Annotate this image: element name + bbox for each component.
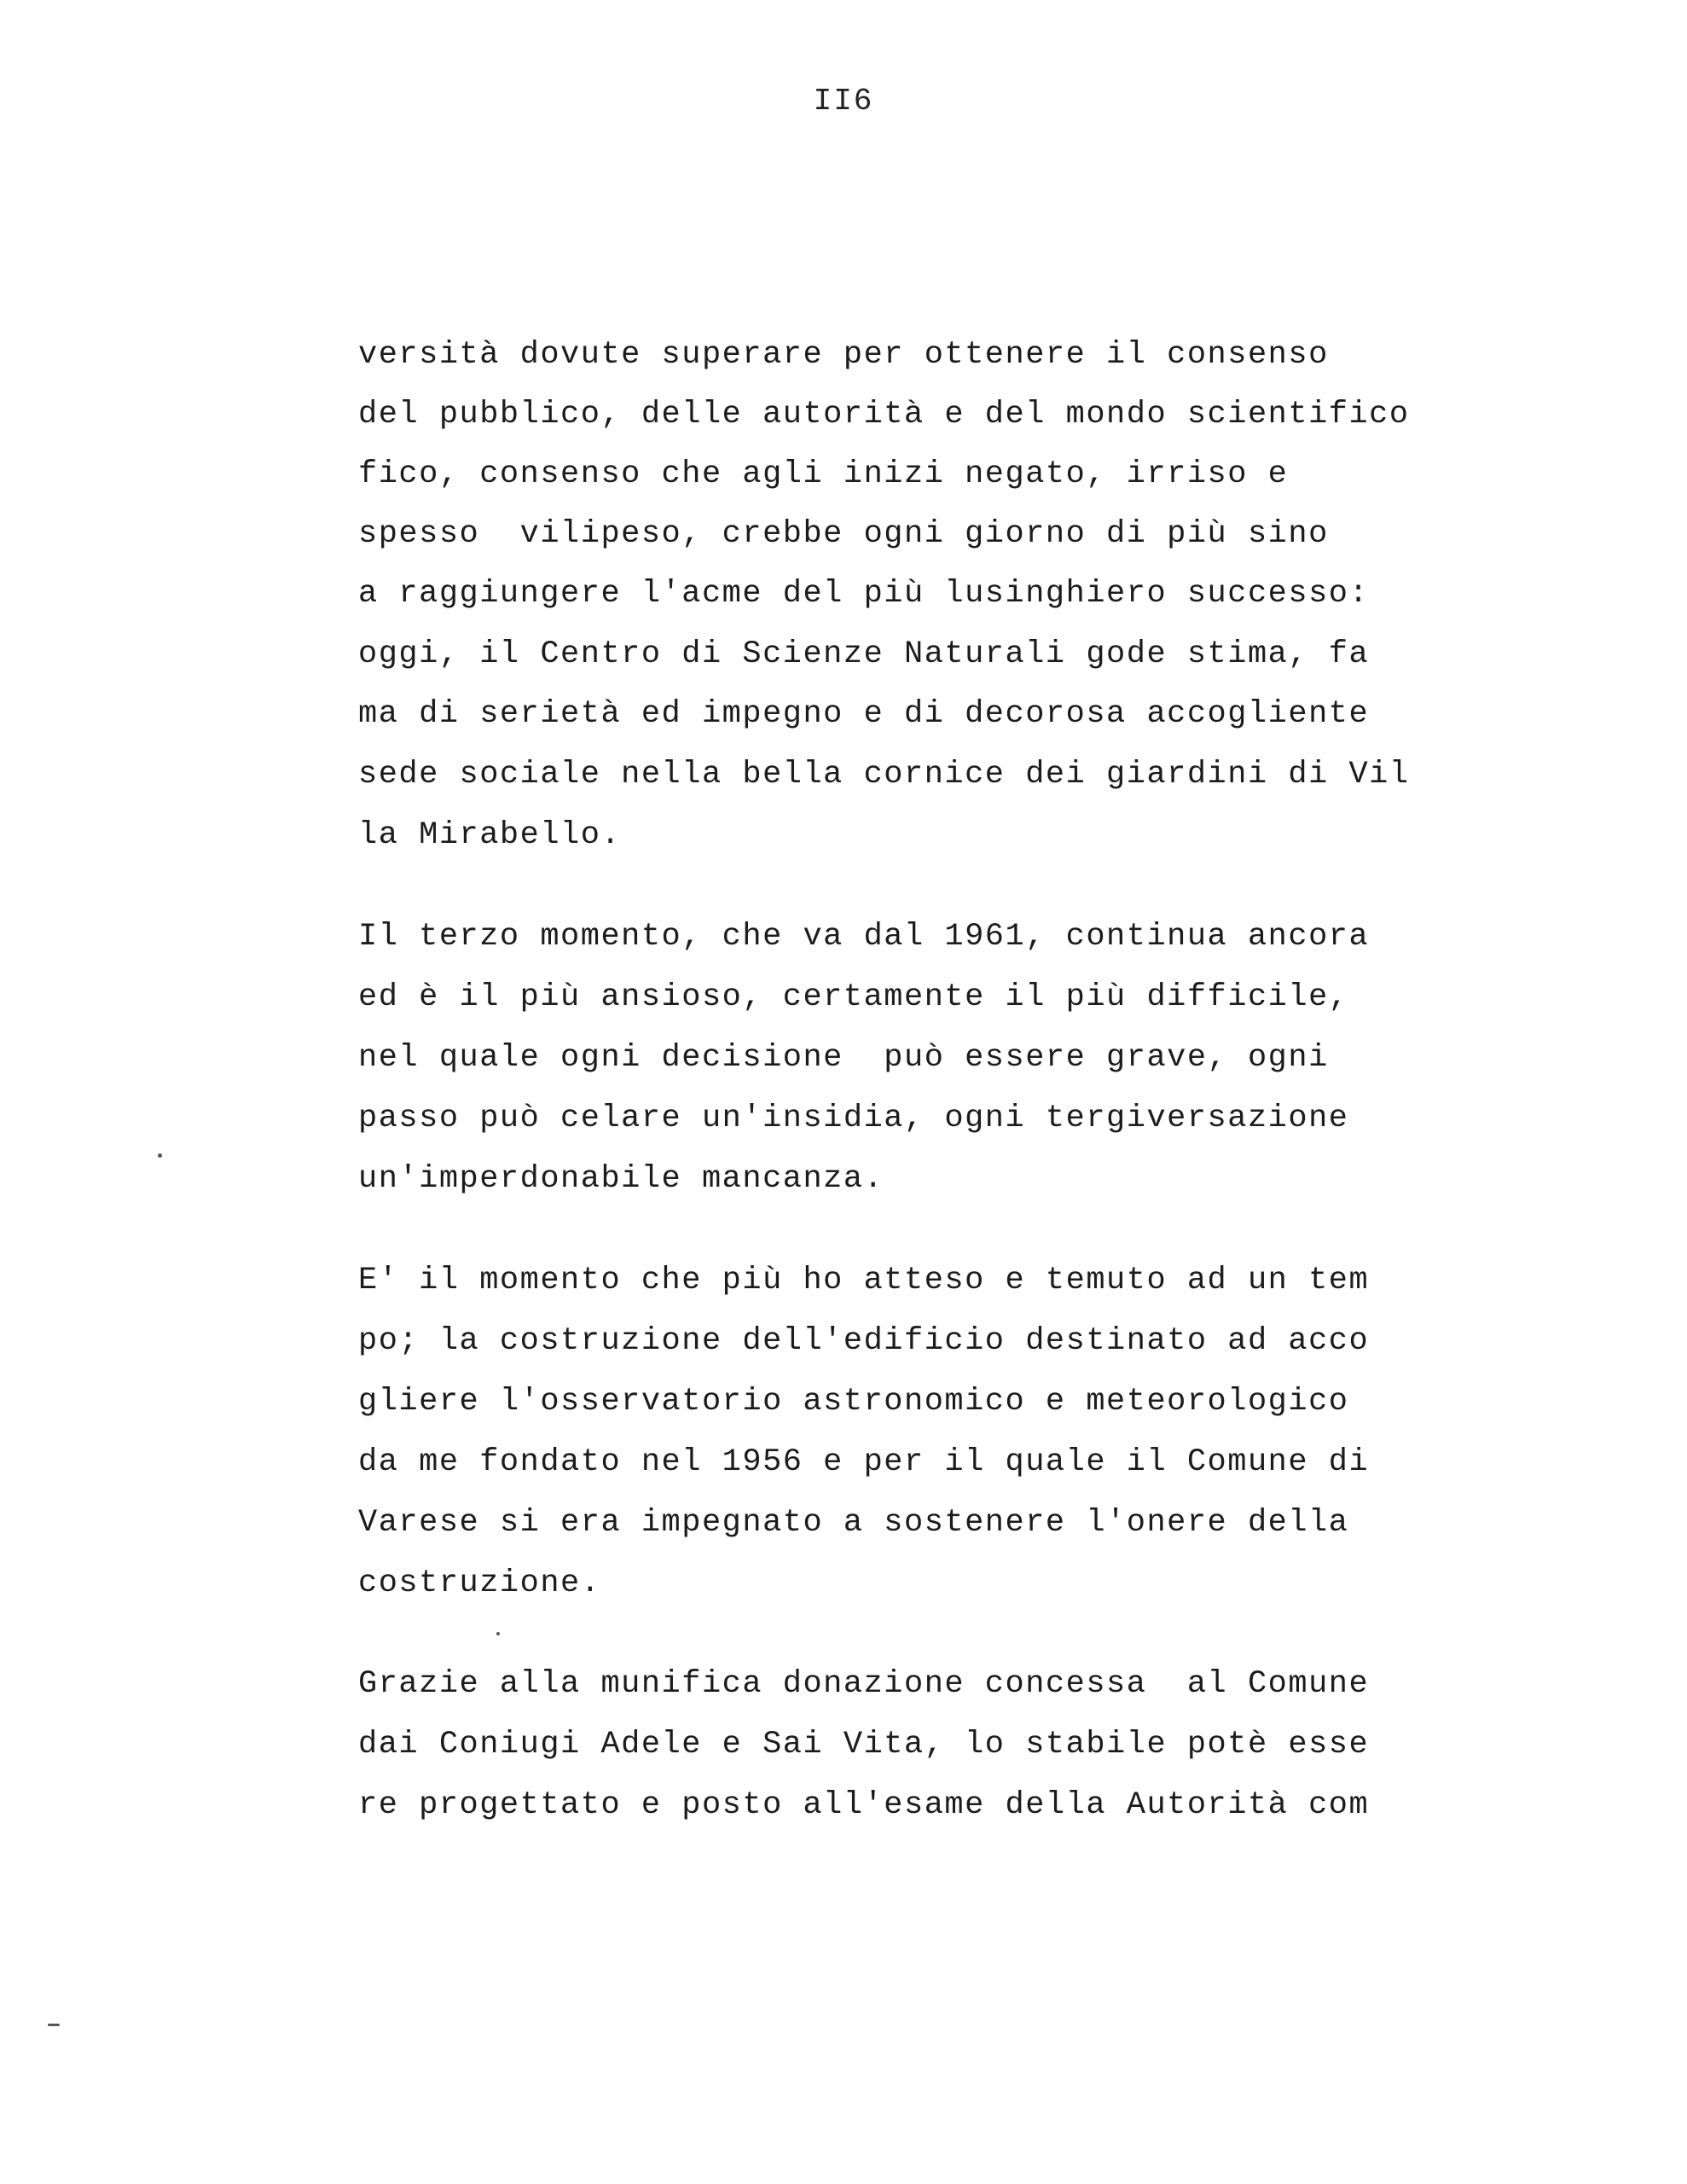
text-line: Il terzo momento, che va dal 1961, continua ancora: [358, 919, 1370, 955]
text-line: E' il momento che più ho atteso e temuto ad un tem: [358, 1263, 1370, 1298]
text-line: oggi, il Centro di Scienze Naturali gode stima, fa: [358, 636, 1370, 672]
page-number: II6: [813, 84, 874, 119]
scan-speck: [48, 2024, 60, 2026]
text-line: costruzione.: [358, 1565, 601, 1601]
text-line: del pubblico, delle autorità e del mondo scientifico: [358, 397, 1410, 433]
text-line: sede sociale nella bella cornice dei giardini di Vil: [358, 757, 1410, 793]
text-line: nel quale ogni decisione può essere grave, ogni: [358, 1040, 1329, 1076]
scan-speck: [158, 1153, 162, 1158]
scan-speck: [496, 1632, 500, 1635]
text-line: po; la costruzione dell'edificio destinato ad acco: [358, 1323, 1370, 1359]
text-line: gliere l'osservatorio astronomico e meteorologico: [358, 1384, 1349, 1420]
text-line: spesso vilipeso, crebbe ogni giorno di più sino: [358, 516, 1329, 552]
text-line: Varese si era impegnato a sostenere l'onere della: [358, 1505, 1349, 1541]
text-line: versità dovute superare per ottenere il consenso: [358, 337, 1329, 373]
text-line: ma di serietà ed impegno e di decorosa accogliente: [358, 696, 1370, 732]
text-line: re progettato e posto all'esame della Autorità com: [358, 1787, 1370, 1823]
text-line: fico, consenso che agli inizi negato, irriso e: [358, 456, 1289, 492]
text-line: Grazie alla munifica donazione concessa al Comune: [358, 1666, 1370, 1702]
text-line: passo può celare un'insidia, ogni tergiversazione: [358, 1101, 1349, 1136]
text-line: un'imperdonabile mancanza.: [358, 1161, 884, 1197]
text-line: dai Coniugi Adele e Sai Vita, lo stabile potè esse: [358, 1727, 1370, 1763]
text-line: la Mirabello.: [358, 817, 622, 853]
text-line: ed è il più ansioso, certamente il più difficile,: [358, 979, 1349, 1015]
text-line: da me fondato nel 1956 e per il quale il Comune di: [358, 1444, 1370, 1480]
text-line: a raggiungere l'acme del più lusinghiero successo:: [358, 576, 1370, 612]
